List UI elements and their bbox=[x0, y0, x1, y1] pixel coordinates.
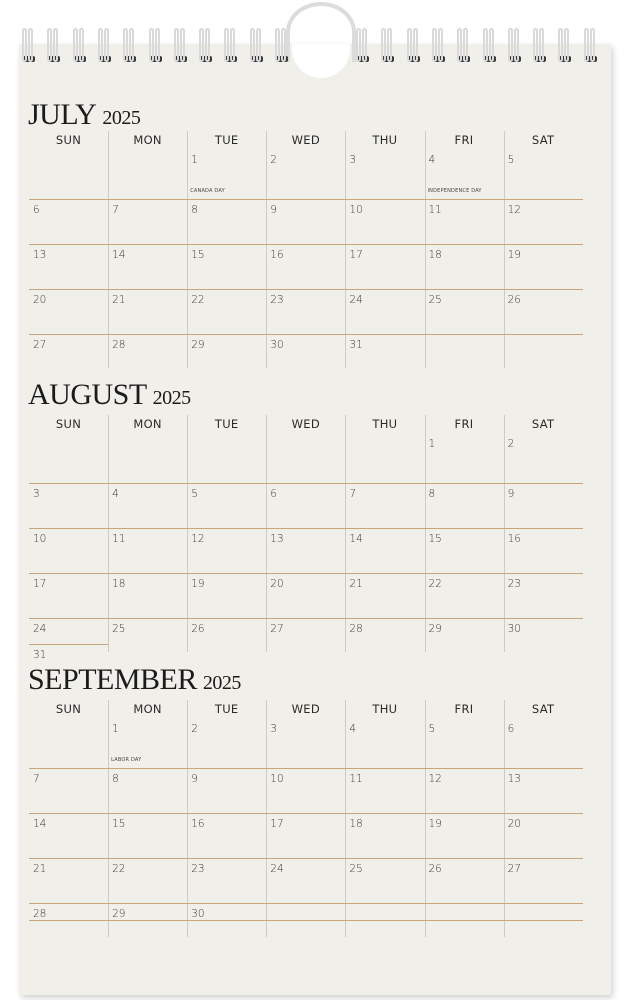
week-rule bbox=[29, 903, 583, 904]
month-name: SEPTEMBER bbox=[28, 663, 197, 696]
month-year: 2025 bbox=[202, 672, 241, 694]
binding-coil bbox=[250, 28, 264, 68]
week-rule bbox=[29, 199, 583, 200]
day-number: 4 bbox=[112, 488, 119, 500]
day-number: 29 bbox=[428, 623, 442, 635]
day-number: 11 bbox=[112, 533, 126, 545]
day-number: 30 bbox=[507, 623, 521, 635]
column-divider bbox=[504, 131, 505, 368]
day-number: 2 bbox=[191, 723, 198, 735]
binding-coil bbox=[457, 28, 471, 68]
month-grid bbox=[29, 415, 583, 660]
day-number: 25 bbox=[428, 294, 442, 306]
day-number: 27 bbox=[33, 339, 47, 351]
day-number: 26 bbox=[191, 623, 205, 635]
weekday-header: SUN bbox=[55, 702, 82, 716]
column-divider bbox=[266, 415, 267, 652]
day-number: 23 bbox=[191, 863, 205, 875]
day-number: 31 bbox=[349, 339, 363, 351]
day-number: 1 bbox=[191, 154, 198, 166]
month-grid bbox=[29, 700, 583, 945]
day-number: 7 bbox=[349, 488, 357, 500]
day-number: 24 bbox=[349, 294, 363, 306]
day-number: 12 bbox=[191, 533, 205, 545]
weekday-header: THU bbox=[372, 133, 398, 147]
binding-coil bbox=[558, 28, 572, 68]
holiday-label: INDEPENDENCE DAY bbox=[427, 188, 482, 194]
day-number: 18 bbox=[349, 818, 363, 830]
week-rule bbox=[29, 289, 583, 290]
column-divider bbox=[345, 700, 346, 937]
day-number: 16 bbox=[270, 249, 284, 261]
day-number: 5 bbox=[191, 488, 198, 500]
column-divider bbox=[504, 415, 505, 652]
day-number: 26 bbox=[428, 863, 442, 875]
day-number: 27 bbox=[507, 863, 521, 875]
day-number: 17 bbox=[270, 818, 284, 830]
column-divider bbox=[345, 415, 346, 652]
binding-coil bbox=[275, 28, 289, 68]
weekday-header: MON bbox=[133, 133, 162, 147]
weekday-header: THU bbox=[372, 702, 398, 716]
day-number: 20 bbox=[507, 818, 521, 830]
binding-coil bbox=[483, 28, 497, 68]
day-number: 6 bbox=[270, 488, 277, 500]
weekday-header: WED bbox=[291, 417, 320, 431]
day-number: 13 bbox=[507, 773, 521, 785]
weekday-header: SAT bbox=[531, 133, 555, 147]
day-number: 15 bbox=[428, 533, 442, 545]
day-number: 2 bbox=[270, 154, 277, 166]
column-divider bbox=[425, 415, 426, 652]
column-divider bbox=[187, 415, 188, 652]
binding-coil bbox=[381, 28, 395, 68]
weekday-header: SAT bbox=[531, 702, 555, 716]
week-rule bbox=[29, 768, 583, 769]
binding-coil bbox=[149, 28, 163, 68]
weekday-header: FRI bbox=[454, 133, 474, 147]
day-number: 4 bbox=[349, 723, 357, 735]
day-number: 17 bbox=[349, 249, 363, 261]
day-number: 29 bbox=[191, 339, 205, 351]
day-number: 13 bbox=[33, 249, 47, 261]
day-number: 22 bbox=[191, 294, 205, 306]
day-number: 20 bbox=[270, 578, 284, 590]
day-number: 30 bbox=[191, 908, 205, 920]
month-title bbox=[28, 665, 241, 695]
weekday-header: MON bbox=[133, 417, 162, 431]
day-number: 28 bbox=[33, 908, 47, 920]
week-rule bbox=[29, 858, 583, 859]
day-number: 23 bbox=[270, 294, 284, 306]
weekday-header: THU bbox=[372, 417, 398, 431]
binding-coil bbox=[98, 28, 112, 68]
day-number: 5 bbox=[507, 154, 515, 166]
day-number: 29 bbox=[112, 908, 126, 920]
column-divider bbox=[108, 700, 109, 937]
day-number: 5 bbox=[428, 723, 436, 735]
weekday-header: SUN bbox=[55, 133, 82, 147]
weekday-header: FRI bbox=[454, 702, 474, 716]
day-number: 17 bbox=[33, 578, 47, 590]
month-title bbox=[28, 100, 140, 130]
day-number: 30 bbox=[270, 339, 284, 351]
extra-day-rule bbox=[29, 644, 108, 645]
day-number: 21 bbox=[112, 294, 126, 306]
day-number: 3 bbox=[349, 154, 357, 166]
day-number: 9 bbox=[507, 488, 515, 500]
day-number: 28 bbox=[349, 623, 363, 635]
day-number: 16 bbox=[191, 818, 205, 830]
day-number: 9 bbox=[191, 773, 198, 785]
day-number: 15 bbox=[112, 818, 126, 830]
binding-coil bbox=[224, 28, 238, 68]
day-number: 21 bbox=[349, 578, 363, 590]
day-number: 3 bbox=[270, 723, 277, 735]
weekday-header: TUE bbox=[214, 417, 239, 431]
day-number: 14 bbox=[33, 818, 47, 830]
day-number: 24 bbox=[33, 623, 47, 635]
column-divider bbox=[108, 415, 109, 652]
week-rule bbox=[29, 334, 583, 335]
day-number: 14 bbox=[349, 533, 363, 545]
day-number: 14 bbox=[112, 249, 126, 261]
day-number: 12 bbox=[507, 204, 521, 216]
day-number: 19 bbox=[191, 578, 205, 590]
month-title bbox=[28, 380, 191, 410]
day-number: 27 bbox=[270, 623, 284, 635]
binding-coil bbox=[432, 28, 446, 68]
month-grid bbox=[29, 131, 583, 376]
day-number: 8 bbox=[112, 773, 119, 785]
month-year: 2025 bbox=[102, 107, 141, 129]
week-rule bbox=[29, 528, 583, 529]
weekday-header: TUE bbox=[214, 133, 239, 147]
day-number: 22 bbox=[428, 578, 442, 590]
day-number: 12 bbox=[428, 773, 442, 785]
month-name: AUGUST bbox=[28, 378, 147, 411]
day-number: 19 bbox=[428, 818, 442, 830]
day-number: 28 bbox=[112, 339, 126, 351]
weekday-header: WED bbox=[291, 702, 320, 716]
month-year: 2025 bbox=[152, 387, 191, 409]
binding-coil bbox=[508, 28, 522, 68]
day-number: 10 bbox=[33, 533, 47, 545]
binding-coil bbox=[73, 28, 87, 68]
day-number: 7 bbox=[112, 204, 119, 216]
binding-coil bbox=[584, 28, 598, 68]
month-name: JULY bbox=[28, 98, 97, 131]
column-divider bbox=[425, 700, 426, 937]
column-divider bbox=[187, 131, 188, 368]
holiday-label: LABOR DAY bbox=[111, 757, 142, 763]
day-number: 26 bbox=[507, 294, 521, 306]
weekday-header: SUN bbox=[55, 417, 82, 431]
column-divider bbox=[345, 131, 346, 368]
day-number: 24 bbox=[270, 863, 284, 875]
binding-coil bbox=[356, 28, 370, 68]
day-number: 9 bbox=[270, 204, 277, 216]
column-divider bbox=[266, 131, 267, 368]
weekday-header: TUE bbox=[214, 702, 239, 716]
column-divider bbox=[425, 131, 426, 368]
bottom-rule bbox=[29, 920, 583, 921]
column-divider bbox=[504, 700, 505, 937]
binding-coil bbox=[47, 28, 61, 68]
day-number: 6 bbox=[33, 204, 40, 216]
day-number: 15 bbox=[191, 249, 205, 261]
column-divider bbox=[108, 131, 109, 368]
day-number: 1 bbox=[112, 723, 119, 735]
day-number: 3 bbox=[33, 488, 40, 500]
column-divider bbox=[266, 700, 267, 937]
week-rule bbox=[29, 483, 583, 484]
weekday-header: MON bbox=[133, 702, 162, 716]
day-number: 1 bbox=[428, 438, 436, 450]
day-number: 25 bbox=[349, 863, 363, 875]
day-number: 21 bbox=[33, 863, 47, 875]
day-number: 20 bbox=[33, 294, 47, 306]
day-number: 8 bbox=[428, 488, 436, 500]
weekday-header: WED bbox=[291, 133, 320, 147]
day-number: 23 bbox=[507, 578, 521, 590]
weekday-header: FRI bbox=[454, 417, 474, 431]
day-number: 10 bbox=[349, 204, 363, 216]
day-number: 19 bbox=[507, 249, 521, 261]
holiday-label: CANADA DAY bbox=[190, 188, 225, 194]
day-number: 18 bbox=[112, 578, 126, 590]
day-number: 22 bbox=[112, 863, 126, 875]
week-rule bbox=[29, 813, 583, 814]
binding-coil bbox=[174, 28, 188, 68]
week-rule bbox=[29, 244, 583, 245]
day-number: 2 bbox=[507, 438, 515, 450]
day-number: 11 bbox=[428, 204, 442, 216]
day-number: 16 bbox=[507, 533, 521, 545]
binding-coil bbox=[123, 28, 137, 68]
week-rule bbox=[29, 618, 583, 619]
day-number: 10 bbox=[270, 773, 284, 785]
binding-coil bbox=[199, 28, 213, 68]
day-number: 11 bbox=[349, 773, 363, 785]
day-number: 6 bbox=[507, 723, 515, 735]
week-rule bbox=[29, 573, 583, 574]
weekday-header: SAT bbox=[531, 417, 555, 431]
day-number: 8 bbox=[191, 204, 198, 216]
day-number: 31 bbox=[33, 649, 47, 661]
binding-coil bbox=[22, 28, 36, 68]
binding-coil bbox=[533, 28, 547, 68]
binding-coil bbox=[407, 28, 421, 68]
day-number: 18 bbox=[428, 249, 442, 261]
day-number: 13 bbox=[270, 533, 284, 545]
day-number: 25 bbox=[112, 623, 126, 635]
day-number: 4 bbox=[428, 154, 436, 166]
day-number: 7 bbox=[33, 773, 40, 785]
column-divider bbox=[187, 700, 188, 937]
